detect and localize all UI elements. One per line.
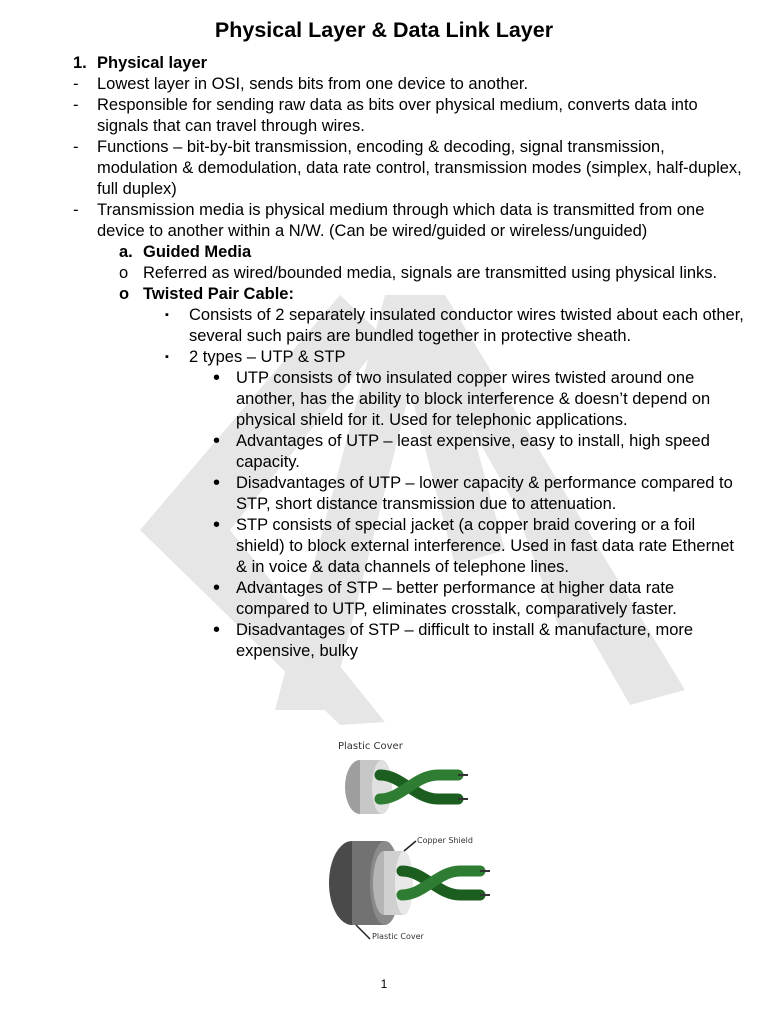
dash-marker: - bbox=[73, 201, 79, 219]
list-item-text: Consists of 2 separately insulated conductor wires twisted about each other, several such pairs are bundled together in protective sheath. bbox=[189, 306, 744, 345]
list-item-text: Transmission media is physical medium through which data is transmitted from one device to another within a N/W. (Can be wired/guided or wireless/unguided) bbox=[97, 201, 705, 240]
bullet-marker: • bbox=[213, 619, 221, 641]
list-item bbox=[0, 200, 768, 242]
list-item bbox=[0, 620, 768, 662]
twisted-pair-figure bbox=[320, 735, 510, 950]
list-item bbox=[0, 95, 768, 137]
list-item bbox=[0, 305, 768, 347]
list-item-text: Disadvantages of STP – difficult to install & manufacture, more expensive, bulky bbox=[236, 621, 694, 660]
list-item bbox=[0, 473, 768, 515]
topic-heading bbox=[0, 284, 768, 305]
page-title: Physical Layer & Data Link Layer bbox=[214, 18, 554, 42]
copper-shield-leader bbox=[404, 841, 416, 851]
bullet-marker: • bbox=[213, 514, 221, 536]
list-item bbox=[0, 74, 768, 95]
copper-shield-label: Copper Shield bbox=[417, 836, 473, 845]
section-heading-text: Physical layer bbox=[97, 54, 208, 72]
list-item bbox=[0, 515, 768, 578]
square-marker: ▪ bbox=[165, 309, 169, 321]
dash-marker: - bbox=[73, 75, 79, 93]
list-item-text: 2 types – UTP & STP bbox=[189, 348, 346, 366]
subsection-heading-text: Guided Media bbox=[143, 243, 252, 261]
section-heading bbox=[0, 53, 768, 74]
circle-marker: o bbox=[119, 285, 130, 303]
page-number: 1 bbox=[380, 977, 388, 991]
bullet-marker: • bbox=[213, 430, 221, 452]
list-item-text: Referred as wired/bounded media, signals are transmitted using physical links. bbox=[143, 264, 718, 282]
plastic-cover-leader bbox=[356, 925, 370, 939]
list-item-text: UTP consists of two insulated copper wires twisted around one another, has the ability to block interference & doesn’t depend on physical shield for it. Used for telephonic applications. bbox=[236, 369, 711, 429]
cable-illustration bbox=[320, 735, 510, 950]
bullet-marker: • bbox=[213, 367, 221, 389]
list-item-text: Disadvantages of UTP – lower capacity & performance compared to STP, short distance transmission due to attenuation. bbox=[236, 474, 733, 513]
list-item bbox=[0, 137, 768, 200]
dash-marker: - bbox=[73, 138, 79, 156]
bullet-marker: • bbox=[213, 577, 221, 599]
topic-heading-text: Twisted Pair Cable: bbox=[143, 285, 294, 303]
list-item-text: Advantages of STP – better performance at higher data rate compared to UTP, eliminates crosstalk, comparatively faster. bbox=[236, 579, 677, 618]
list-item bbox=[0, 347, 768, 368]
section-number: 1. bbox=[73, 54, 87, 72]
dash-marker: - bbox=[73, 96, 79, 114]
plastic-cover-label: Plastic Cover bbox=[338, 741, 403, 752]
list-item-text: Functions – bit-by-bit transmission, encoding & decoding, signal transmission, modulation & demodulation, data rate control, transmission modes (simplex, half-duplex, full duplex) bbox=[97, 138, 742, 198]
bullet-marker: • bbox=[213, 472, 221, 494]
list-item bbox=[0, 368, 768, 431]
circle-marker: o bbox=[119, 264, 129, 282]
list-item-text: Lowest layer in OSI, sends bits from one device to another. bbox=[97, 75, 529, 93]
plastic-cover-label: Plastic Cover bbox=[372, 932, 424, 941]
utp-cable-illustration bbox=[345, 760, 468, 814]
subsection-letter: a. bbox=[119, 243, 133, 261]
list-item bbox=[0, 578, 768, 620]
list-item-text: Responsible for sending raw data as bits over physical medium, converts data into signals that can travel through wires. bbox=[97, 96, 698, 135]
document-body bbox=[0, 53, 768, 662]
list-item bbox=[0, 263, 768, 284]
list-item bbox=[0, 431, 768, 473]
list-item-text: STP consists of special jacket (a copper braid covering or a foil shield) to block external interference. Used in fast data rate Ethernet & in voice & data channels of telephone lines. bbox=[236, 516, 735, 576]
subsection-heading bbox=[0, 242, 768, 263]
stp-cable-illustration bbox=[329, 841, 490, 925]
square-marker: ▪ bbox=[165, 351, 169, 363]
list-item-text: Advantages of UTP – least expensive, easy to install, high speed capacity. bbox=[236, 432, 710, 471]
